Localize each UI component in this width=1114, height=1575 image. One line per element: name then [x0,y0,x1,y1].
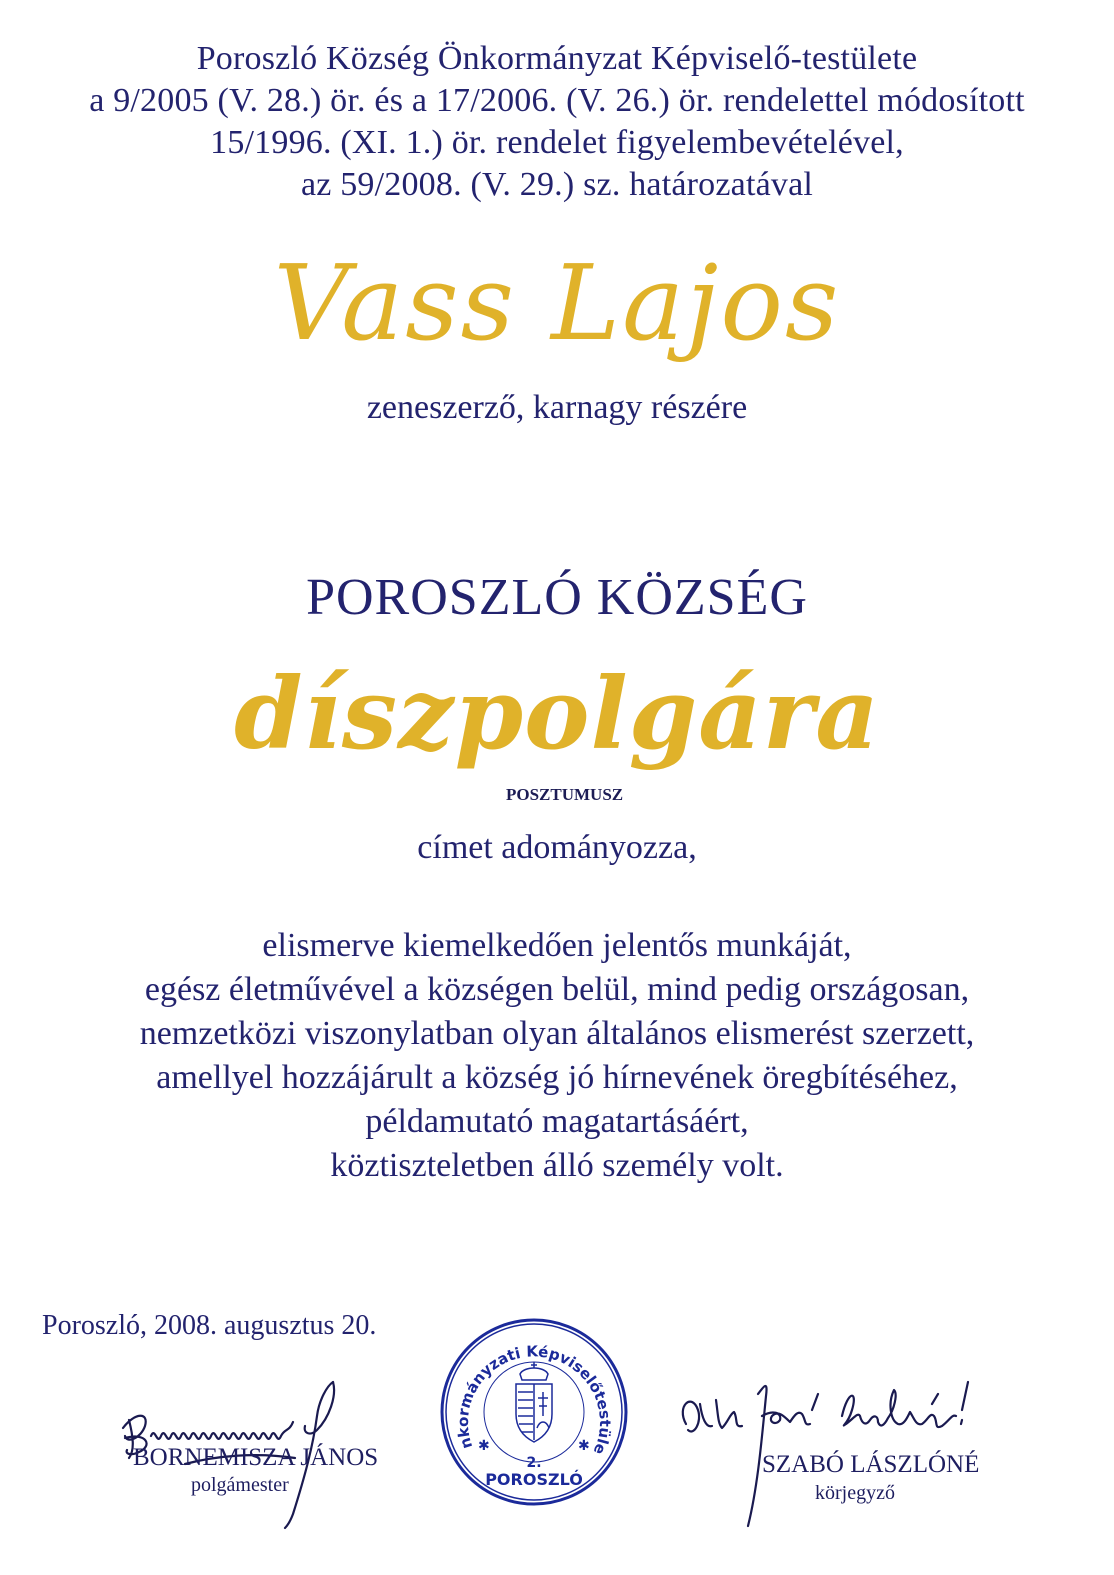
mayor-position: polgámester [191,1474,289,1496]
justification-line: nemzetközi viszonylatban olyan általános elismerést szerzett, [139,1015,975,1052]
posthumous-label: POSZTUMUSZ [506,785,624,804]
award-honor: díszpolgára [234,657,880,772]
issue-date: Poroszló, 2008. augusztus 20. [42,1310,377,1341]
coat-of-arms-stamp-icon [438,1316,630,1508]
clerk-name: SZABÓ LÁSZLÓNÉ [762,1451,980,1478]
stamp-ring-text: nkormányzati Képviselőtestüle [453,1342,615,1458]
stamp-town: POROSZLÓ [485,1470,583,1489]
official-stamp [438,1316,630,1508]
recipient-role: zeneszerző, karnagy részére [366,389,748,426]
justification-line: elismerve kiemelkedően jelentős munkáját, [262,927,852,964]
justification-text [0,924,1114,1188]
mayor-name: BORNEMISZA JÁNOS [133,1444,379,1471]
header-line: Poroszló Község Önkormányzat Képviselő-testülete [196,40,918,77]
recipient-name: Vass Lajos [273,242,841,364]
header-line: 15/1996. (XI. 1.) ör. rendelet figyelembevételével, [210,124,904,161]
justification-line: példamutató magatartásáért, [365,1103,749,1140]
resolution-header [0,38,1114,206]
grant-phrase: címet adományozza, [417,829,697,866]
justification-line: egész életművével a községen belül, mind pedig országosan, [144,971,970,1008]
header-line: a 9/2005 (V. 28.) ör. és a 17/2006. (V. 26.) ör. rendelettel módosított [89,82,1025,119]
svg-text:✱: ✱ [578,1438,590,1454]
award-title: POROSZLÓ KÖZSÉG [306,569,808,626]
svg-text:✱: ✱ [478,1438,490,1454]
header-line: az 59/2008. (V. 29.) sz. határozatával [300,166,814,203]
clerk-position: körjegyző [815,1482,895,1504]
justification-line: köztiszteletben álló személy volt. [330,1147,784,1184]
stamp-number: 2. [526,1455,542,1471]
justification-line: amellyel hozzájárult a község jó hírnevének öregbítéséhez, [156,1059,958,1096]
